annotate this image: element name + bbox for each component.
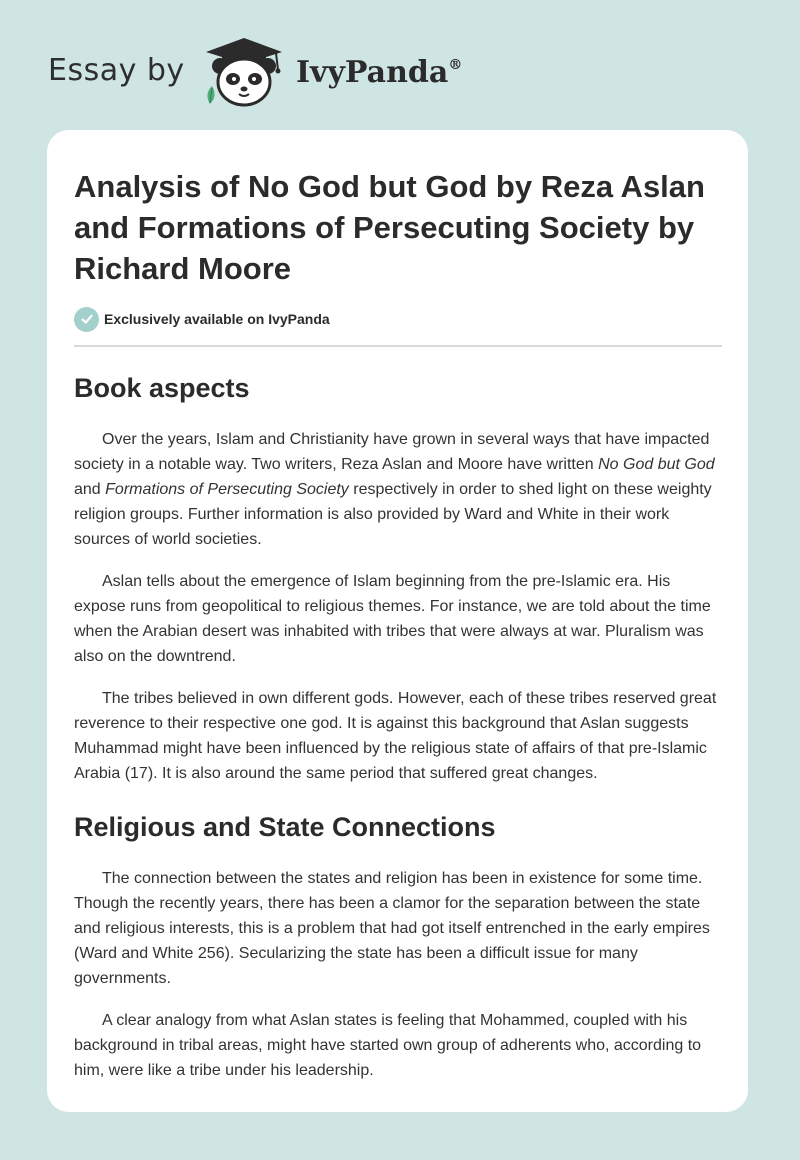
divider — [74, 345, 722, 347]
paragraph: A clear analogy from what Aslan states is feeling that Mohammed, coupled with his background in tribal areas, might have started own group of adherents who, according to him, were like a tribe under his leadership. — [74, 1012, 702, 1079]
page-title: Analysis of No God but God by Reza Aslan and Formations of Persecuting Society by Richard Moore — [74, 169, 705, 286]
site-header — [0, 0, 800, 130]
paragraph: The connection between the states and religion has been in existence for some time. Though the recently years, there has been a clamor for the separation between the state and religious interests, this is a problem that had got itself entrenched in the early empires (Ward and White 256). Secularizing the state has been a difficult issue for many governments. — [74, 870, 710, 987]
paragraph: The tribes believed in own different gods. However, each of these tribes reserved great reverence to their respective one god. It is against this background that Aslan suggests Muhammad might have been influenced by the religious state of affairs of that pre-Islamic Arabia (17). It is also around the same period that suffered great changes. — [74, 690, 717, 782]
book-title: Formations of Persecuting Society — [105, 481, 349, 498]
paragraph: Over the years, Islam and Christianity have grown in several ways that have impacted society in a notable way. Two writers, Reza Aslan and Moore have written No God but God and Formations of Persecuting Society respectively in order to shed light on these weighty religion groups. Further information is also provided by Ward and White in their work sources of world societies. — [74, 431, 715, 548]
brand-name[interactable]: IvyPanda® — [296, 55, 463, 90]
section-heading: Religious and State Connections — [74, 812, 496, 842]
registered-mark: ® — [448, 57, 463, 73]
exclusive-badge — [74, 306, 722, 332]
brand-prefix: Essay by — [48, 53, 185, 88]
panda-graduate-icon[interactable] — [198, 36, 290, 108]
essay-card — [47, 130, 748, 1112]
section-heading: Book aspects — [74, 373, 250, 403]
book-title: No God but God — [598, 456, 715, 473]
checkmark-icon — [74, 307, 99, 332]
paragraph: Aslan tells about the emergence of Islam beginning from the pre-Islamic era. His expose runs from geopolitical to religious themes. For instance, we are told about the time when the Arabian desert was inhabited with tribes that were always at war. Pluralism was also on the downtrend. — [74, 573, 711, 665]
badge-label: Exclusively available on IvyPanda — [104, 311, 330, 327]
